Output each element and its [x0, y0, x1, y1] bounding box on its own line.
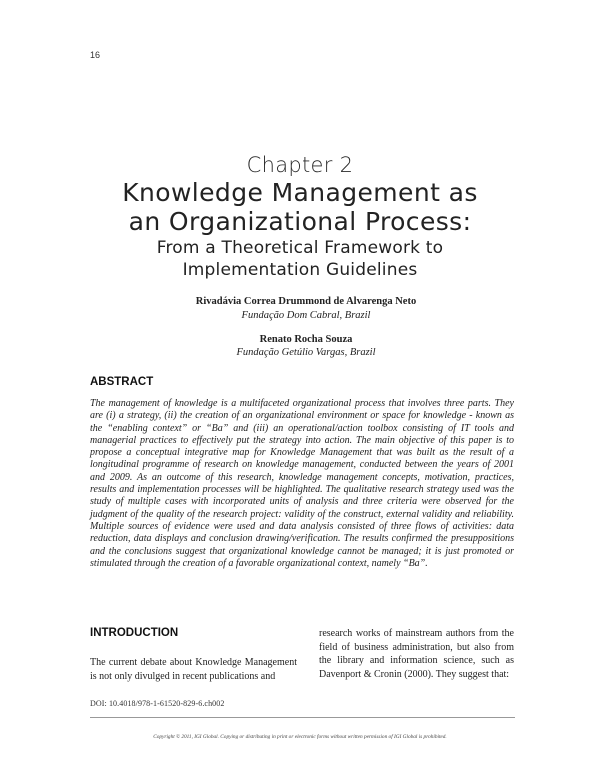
- copyright-notice: Copyright © 2011, IGI Global. Copying or distributing in print or electronic forms without written permission of IGI Global is prohibited.: [153, 734, 447, 740]
- author-1-name: Rivadávia Correa Drummond de Alvarenga Neto: [195, 296, 417, 307]
- abstract-heading: ABSTRACT: [90, 376, 154, 388]
- chapter-label: Chapter 2: [246, 153, 354, 177]
- chapter-title-line-2: an Organizational Process:: [128, 207, 472, 236]
- introduction-heading: INTRODUCTION: [90, 627, 179, 639]
- chapter-subtitle-line-1: From a Theoretical Framework to: [156, 238, 444, 258]
- author-1-affiliation: Fundação Dom Cabral, Brazil: [241, 310, 371, 321]
- page-number: 16: [90, 50, 101, 60]
- author-2-affiliation: Fundação Getúlio Vargas, Brazil: [236, 347, 376, 358]
- author-2-name: Renato Rocha Souza: [259, 334, 353, 345]
- chapter-title-line-1: Knowledge Management as: [122, 178, 478, 207]
- doi-line: DOI: 10.4018/978-1-61520-829-6.ch002: [90, 699, 225, 708]
- footer-divider: [90, 717, 515, 718]
- introduction-left-column: The current debate about Knowledge Management is not only divulged in recent publications and: [90, 657, 297, 682]
- abstract-body: The management of knowledge is a multifaceted organizational process that involves three parts. They are (i) a strategy, (ii) the creation of an organizational environment or space for knowledge - known as the “enabling context” or “Ba” and (iii) an operational/action toolbox consisting of IT tools and managerial practices to effectively put the strategy into action. The main objective of this paper is to propose a conceptual integrative map for Knowledge Management that was built as the result of a longitudinal programme of research on knowledge management, conducted between the years of 2001 and 2009. As an outcome of this research, knowledge management concepts, motivation, practices, results and implementation processes will be highlighted. The qualitative research strategy used was the study of multiple cases with incorporated units of analysis and three criteria were observed for the judgment of the quality of the research project: validity of the construct, external validity and reliability. Multiple sources of evidence were used and data analysis consisted of three flows of activities: data reduction, data displays and conclusion drawing/verification. The results confirmed the presuppositions and the conclusions suggest that organizational knowledge cannot be managed; it is just promoted or stimulated through the creation of a favorable organizational context, namely “Ba”.: [90, 398, 514, 569]
- introduction-right-column: research works of mainstream authors from the field of business administration, but also from the library and information science, such as Davenport & Cronin (2000). They suggest that:: [319, 628, 514, 680]
- chapter-subtitle-line-2: Implementation Guidelines: [182, 260, 418, 280]
